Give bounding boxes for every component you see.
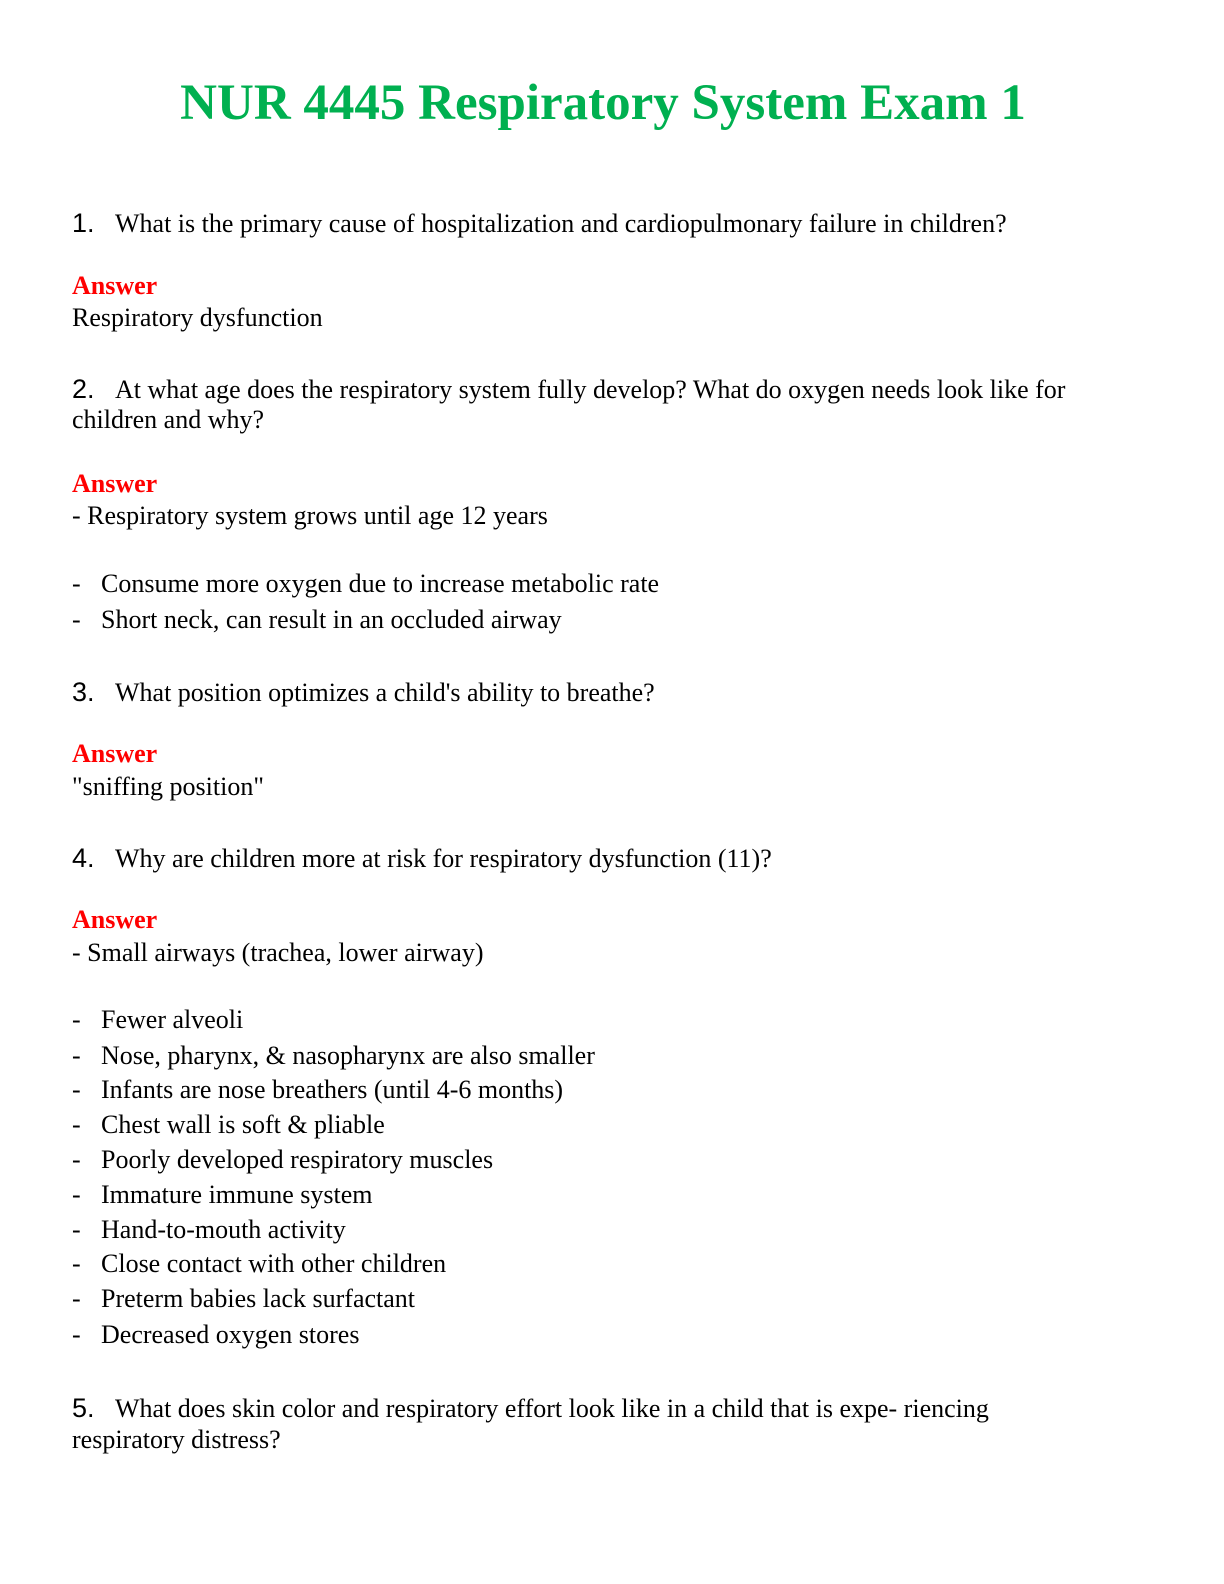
page-title: NUR 4445 Respiratory System Exam 1 [180,75,1026,131]
dash-marker: - [72,1075,81,1104]
bullet-item [72,1178,373,1212]
question-number: 4. [72,843,95,873]
bullet-item [72,1143,493,1177]
answer-text: Respiratory dysfunction [72,303,323,332]
bullet-text: Hand-to-mouth activity [101,1215,346,1244]
bullet-item [72,603,562,637]
answer-text: - Small airways (trachea, lower airway) [72,938,484,967]
dash-marker: - [72,1180,81,1209]
answer-label: Answer [72,271,158,300]
dash-marker: - [72,569,81,598]
bullet-item [72,1108,385,1142]
bullet-text: Fewer alveoli [101,1005,244,1034]
bullet-text: Poorly developed respiratory muscles [101,1145,494,1174]
bullet-text: Immature immune system [101,1180,373,1209]
question-4 [72,841,772,875]
bullet-item [72,1039,595,1073]
dash-marker: - [72,1284,81,1313]
question-text: At what age does the respiratory system fully develop? What do oxygen needs look like for [115,375,1066,404]
question-5 [72,1391,989,1425]
bullet-text: Nose, pharynx, & nasopharynx are also smaller [101,1041,595,1070]
question-number: 2. [72,374,95,404]
dash-marker: - [72,1215,81,1244]
bullet-text: Close contact with other children [101,1249,447,1278]
answer-text: "sniffing position" [72,772,264,801]
bullet-text: Decreased oxygen stores [101,1320,360,1349]
dash-marker: - [72,1041,81,1070]
question-number: 3. [72,677,95,707]
dash-marker: - [72,605,81,634]
question-text: What position optimizes a child's ability to breathe? [115,678,655,707]
bullet-item [72,567,659,601]
dash-marker: - [72,1320,81,1349]
question-number: 1. [72,208,95,238]
question-3 [72,675,655,709]
bullet-text: Preterm babies lack surfactant [101,1284,416,1313]
bullet-text: Infants are nose breathers (until 4-6 months) [101,1075,564,1104]
question-number: 5. [72,1393,95,1423]
dash-marker: - [72,1145,81,1174]
bullet-item [72,1073,563,1107]
answer-label: Answer [72,739,158,768]
question-text-cont: children and why? [72,405,265,434]
dash-marker: - [72,1249,81,1278]
answer-text: - Respiratory system grows until age 12 years [72,501,548,530]
bullet-text: Consume more oxygen due to increase metabolic rate [101,569,660,598]
bullet-text: Short neck, can result in an occluded airway [101,605,562,634]
question-1 [72,206,1007,240]
question-text: What is the primary cause of hospitalization and cardiopulmonary failure in children? [115,209,1007,238]
bullet-item [72,1282,415,1316]
question-text: Why are children more at risk for respiratory dysfunction (11)? [115,844,772,873]
dash-marker: - [72,1005,81,1034]
dash-marker: - [72,1110,81,1139]
bullet-item [72,1213,346,1247]
bullet-item [72,1003,243,1037]
question-text-cont: respiratory distress? [72,1425,281,1454]
bullet-item [72,1247,446,1281]
question-text: What does skin color and respiratory effort look like in a child that is expe- riencing [115,1394,989,1423]
answer-label: Answer [72,469,158,498]
answer-label: Answer [72,905,158,934]
bullet-item [72,1318,359,1352]
question-2 [72,372,1065,406]
bullet-text: Chest wall is soft & pliable [101,1110,385,1139]
